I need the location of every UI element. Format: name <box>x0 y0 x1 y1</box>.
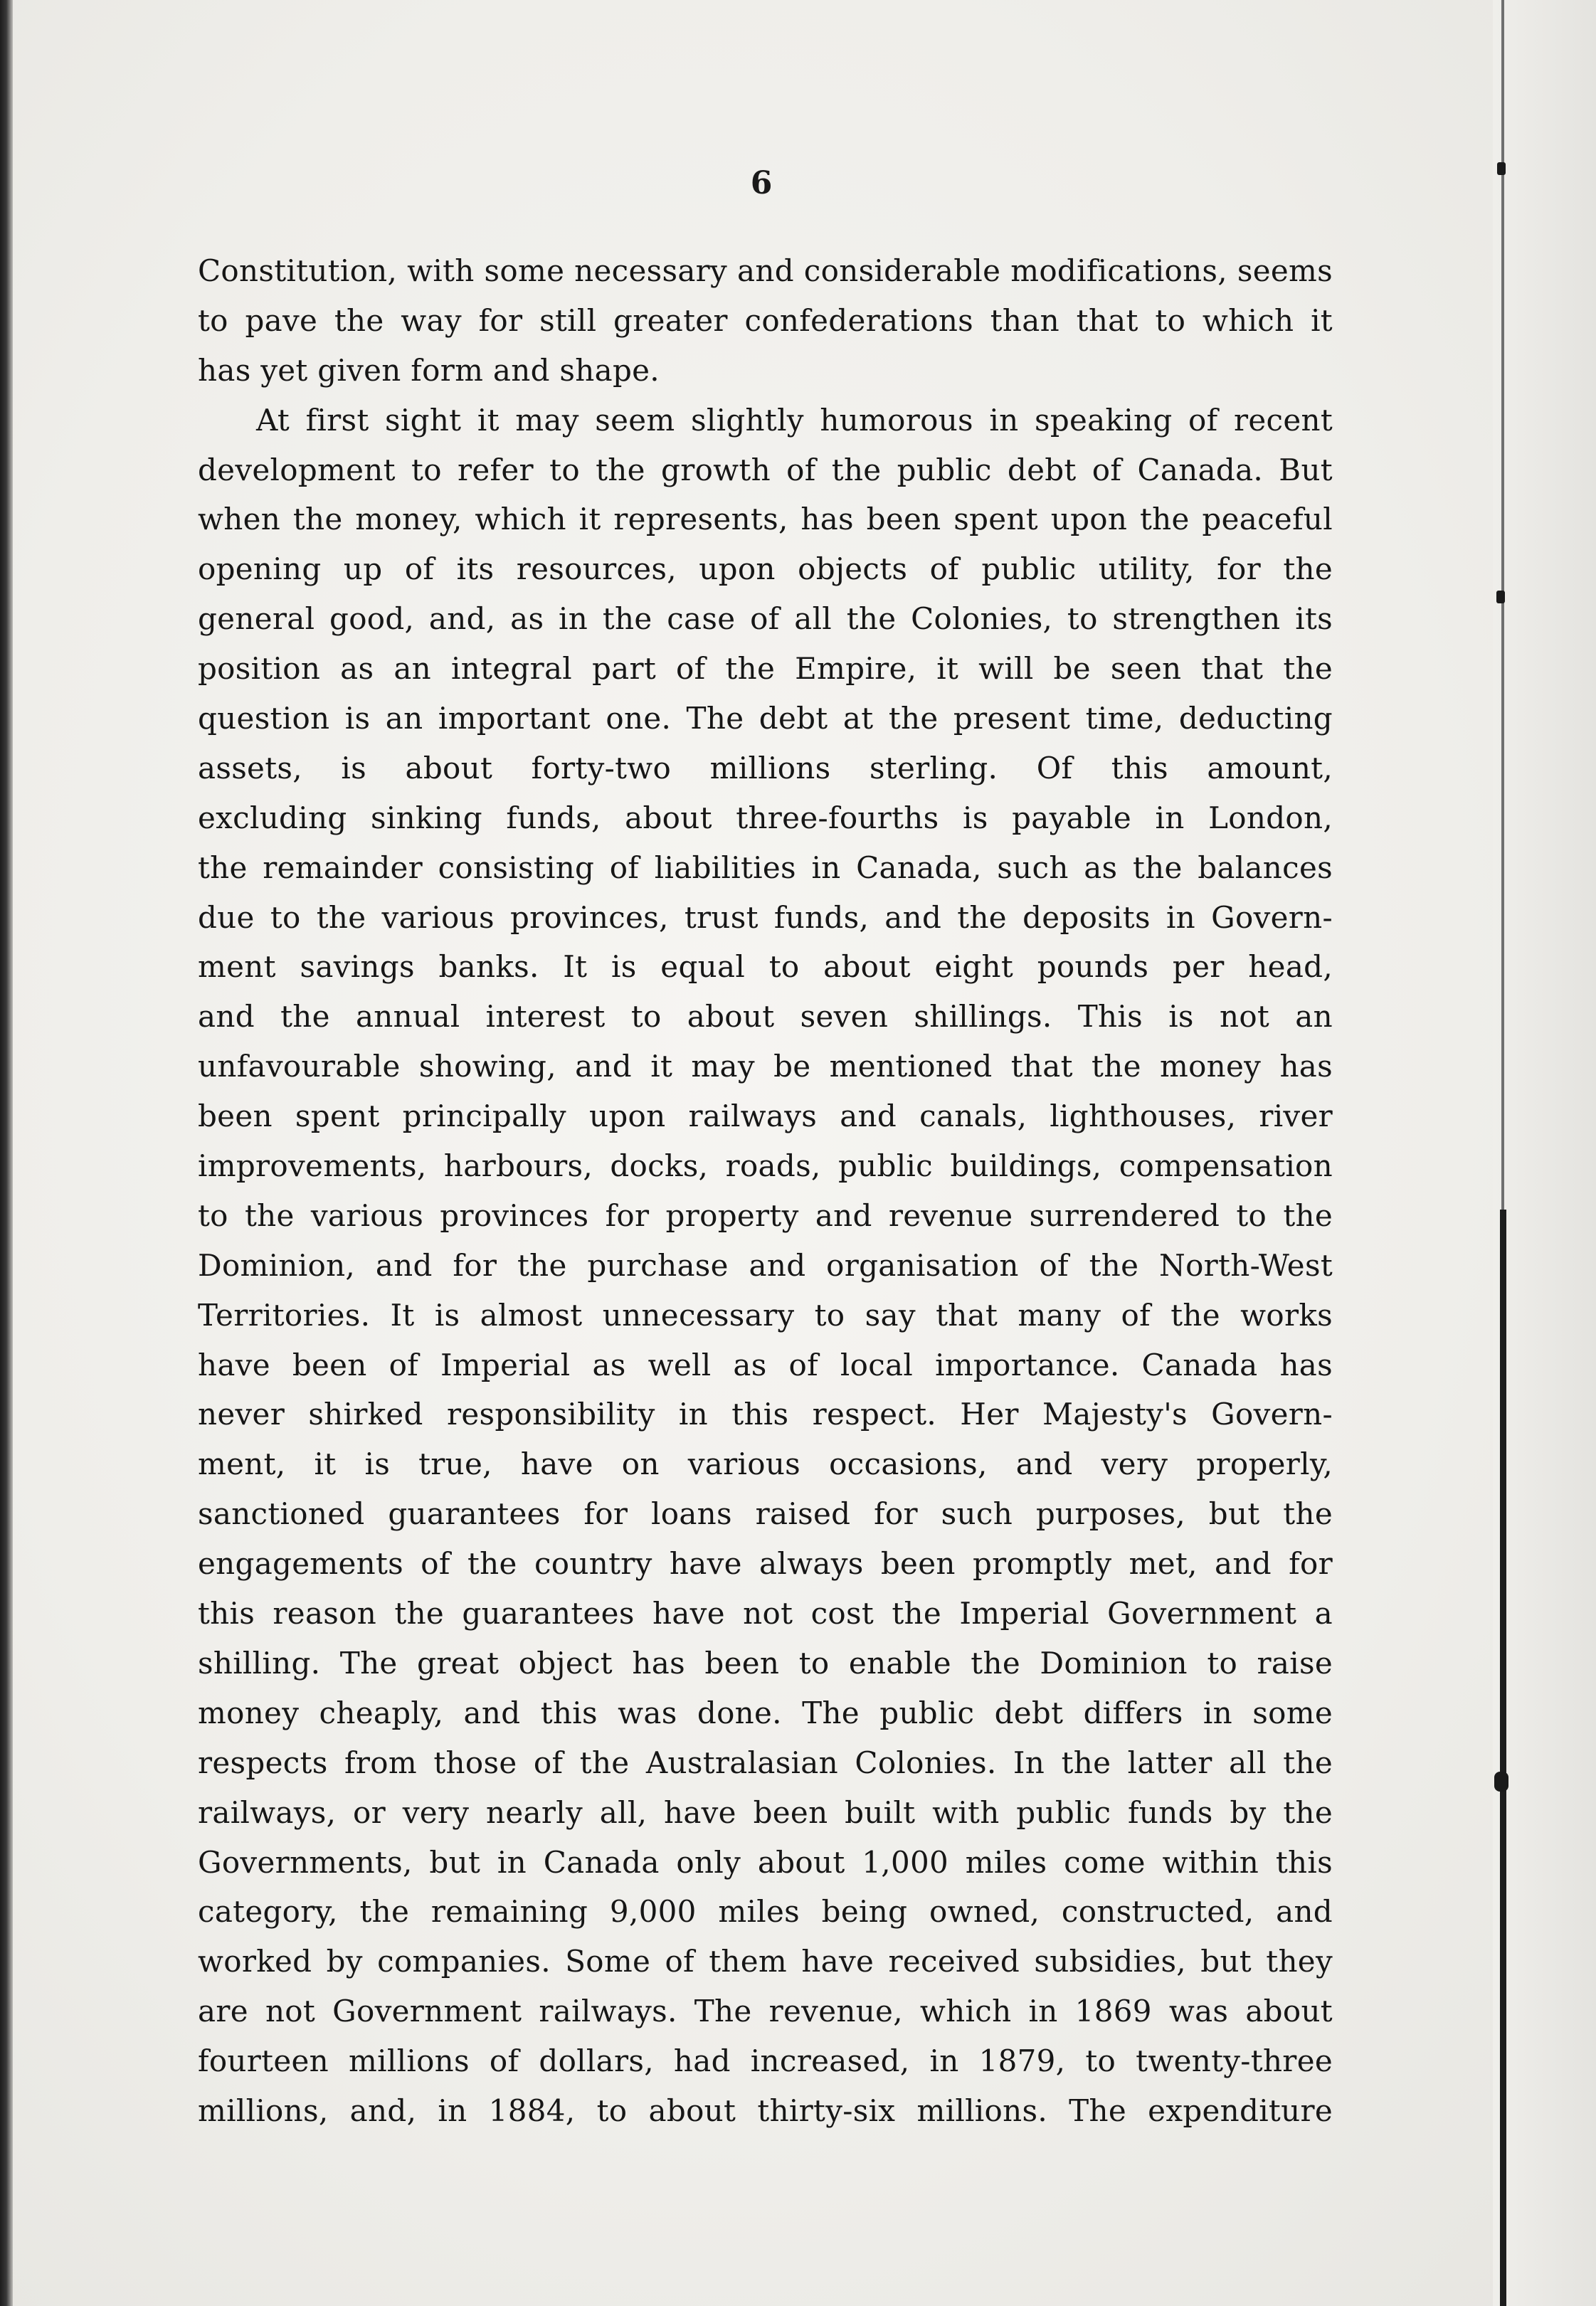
paragraph <box>198 246 1333 396</box>
text-line: Constitution, with some necessary and considerable modifications, seems <box>198 253 1333 288</box>
text-line: money cheaply, and this was done. The public debt differs in some <box>198 1695 1333 1730</box>
text-line: ment savings banks. It is equal to about eight pounds per head, <box>198 949 1333 985</box>
text-line: Dominion, and for the purchase and organisation of the North-West <box>198 1247 1333 1283</box>
paragraph <box>198 396 1333 2136</box>
body-text <box>198 246 1333 2136</box>
text-line: Territories. It is almost unnecessary to say that many of the works <box>198 1297 1333 1333</box>
binding-mark <box>1496 591 1505 603</box>
text-line: the remainder consisting of liabilities in Canada, such as the balances <box>198 850 1333 885</box>
text-line: sanctioned guarantees for loans raised for such purposes, but the <box>198 1496 1333 1532</box>
text-line: due to the various provinces, trust funds, and the deposits in Govern- <box>198 899 1333 935</box>
text-line: development to refer to the growth of the public debt of Canada. But <box>198 452 1333 487</box>
text-line: when the money, which it represents, has been spent upon the peaceful <box>198 502 1333 537</box>
text-line: question is an important one. The debt at the present time, deducting <box>198 701 1333 736</box>
text-line: never shirked responsibility in this respect. Her Majesty's Govern- <box>198 1397 1333 1432</box>
page-number: 6 <box>750 165 773 201</box>
text-line: general good, and, as in the case of all the Colonies, to strengthen its <box>198 601 1333 637</box>
binding-rule-dark <box>1500 1210 1506 2306</box>
binding-mark <box>1497 162 1506 175</box>
text-line: shilling. The great object has been to enable the Dominion to raise <box>198 1645 1333 1681</box>
text-line: At first sight it may seem slightly humorous in speaking of recent <box>256 402 1333 438</box>
text-line: this reason the guarantees have not cost the Imperial Government a <box>198 1596 1333 1631</box>
binding-mark <box>1494 1772 1508 1792</box>
text-line: millions, and, in 1884, to about thirty-six millions. The expenditure <box>198 2093 1333 2128</box>
text-line: and the annual interest to about seven shillings. This is not an <box>198 999 1333 1035</box>
text-line: engagements of the country have always been promptly met, and for <box>198 1546 1333 1582</box>
text-line: position as an integral part of the Empire, it will be seen that the <box>198 651 1333 687</box>
text-line: ment, it is true, have on various occasions, and very properly, <box>198 1446 1333 1482</box>
text-line: opening up of its resources, upon objects of public utility, for the <box>198 551 1333 587</box>
text-line: Governments, but in Canada only about 1,000 miles come within this <box>198 1844 1333 1880</box>
text-line: improvements, harbours, docks, roads, public buildings, compensation <box>198 1148 1333 1184</box>
text-line: respects from those of the Australasian Colonies. In the latter all the <box>198 1745 1333 1780</box>
text-line: assets, is about forty-two millions sterling. Of this amount, <box>198 750 1333 786</box>
text-line: has yet given form and shape. <box>198 352 660 388</box>
text-line: been spent principally upon railways and canals, lighthouses, river <box>198 1099 1333 1134</box>
text-line: unfavourable showing, and it may be mentioned that the money has <box>198 1049 1333 1084</box>
text-line: category, the remaining 9,000 miles being owned, constructed, and <box>198 1894 1333 1930</box>
text-line: worked by companies. Some of them have received subsidies, but they <box>198 1944 1333 1979</box>
text-line: railways, or very nearly all, have been built with public funds by the <box>198 1794 1333 1830</box>
text-line: to the various provinces for property and revenue surrendered to the <box>198 1197 1333 1233</box>
text-line: fourteen millions of dollars, had increased, in 1879, to twenty-three <box>198 2043 1333 2079</box>
page-left-shadow <box>0 0 13 2306</box>
text-line: excluding sinking funds, about three-fourths is payable in London, <box>198 800 1333 835</box>
text-line: are not Government railways. The revenue, which in 1869 was about <box>198 1994 1333 2029</box>
text-line: have been of Imperial as well as of local importance. Canada has <box>198 1347 1333 1382</box>
page-right-margin <box>1493 0 1596 2306</box>
text-line: to pave the way for still greater confederations than that to which it <box>198 302 1333 338</box>
